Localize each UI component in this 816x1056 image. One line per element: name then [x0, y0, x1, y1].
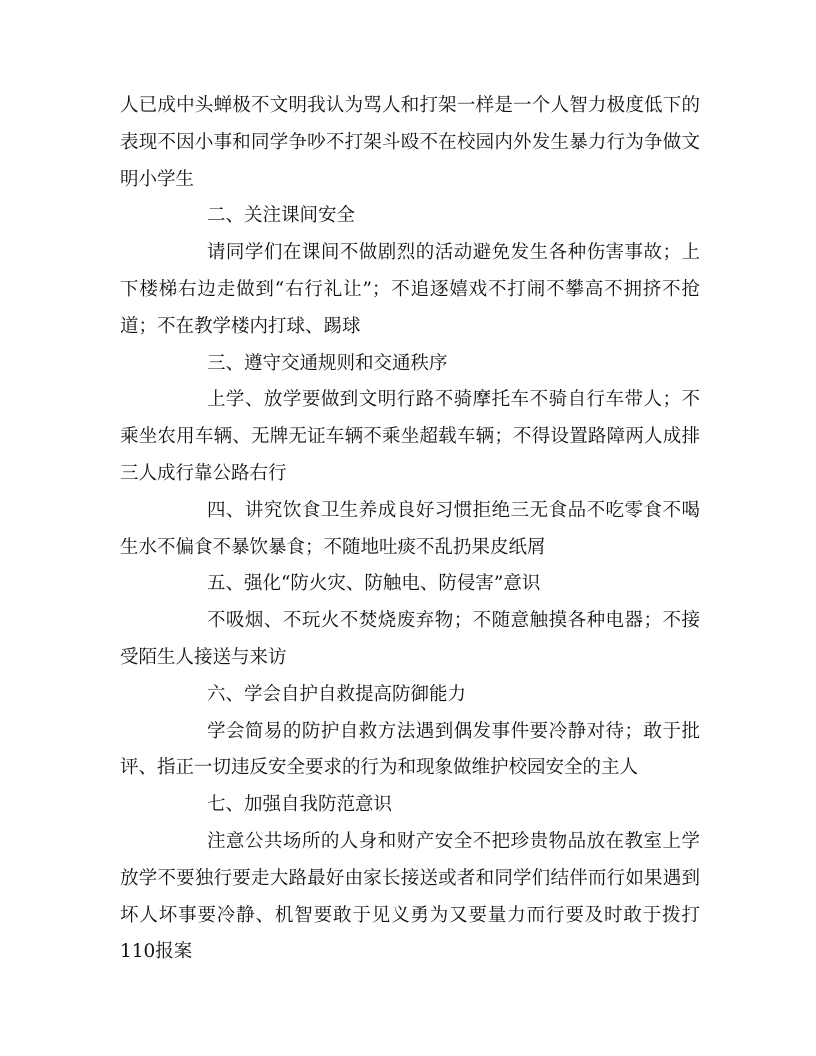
- section-body-3: 上学、放学要做到文明行路不骑摩托车不骑自行车带人；不乘坐农用车辆、无牌无证车辆不乘坐超载车辆；不得设置路障两人成排三人成行靠公路右行: [120, 389, 700, 484]
- section-heading-2: 二、关注课间安全: [206, 205, 355, 227]
- intro-paragraph: 人已成中头蝉极不文明我认为骂人和打架一样是一个人智力极度低下的表现不因小事和同学争吵不打架斗殴不在校园内外发生暴力行为争做文明小学生: [120, 95, 700, 190]
- section-body-2: 请同学们在课间不做剧烈的活动避免发生各种伤害事故；上下楼梯右边走做到“右行礼让”；不追逐嬉戏不打闹不攀高不拥挤不抢道；不在教学楼内打球、踢球: [120, 242, 700, 337]
- document-body: [120, 88, 700, 971]
- section-heading-6: 六、学会自护自救提高防御能力: [206, 683, 466, 705]
- section-body-6: 学会简易的防护自救方法遇到偶发事件要冷静对待；敢于批评、指正一切违反安全要求的行为和现象做维护校园安全的主人: [120, 720, 700, 779]
- section-heading-4: 四、讲究饮食卫生养成良好习惯拒绝三无食品不吃零食不喝生水不偏食不暴饮暴食；不随地吐痰不乱扔果皮纸屑: [120, 499, 700, 558]
- section-heading-7: 七、加强自我防范意识: [206, 794, 392, 816]
- section-body-5: 不吸烟、不玩火不焚烧废弃物；不随意触摸各种电器；不接受陌生人接送与来访: [120, 610, 700, 668]
- section-heading-5: 五、强化“防火灾、防触电、防侵害”意识: [206, 573, 541, 595]
- section-body-7: 注意公共场所的人身和财产安全不把珍贵物品放在教室上学放学不要独行要走大路最好由家长接送或者和同学们结伴而行如果遇到坏人坏事要冷静、机智要敢于见义勇为又要量力而行要及时敢于拨打110报案: [120, 830, 700, 963]
- section-heading-3: 三、遵守交通规则和交通秩序: [206, 352, 448, 374]
